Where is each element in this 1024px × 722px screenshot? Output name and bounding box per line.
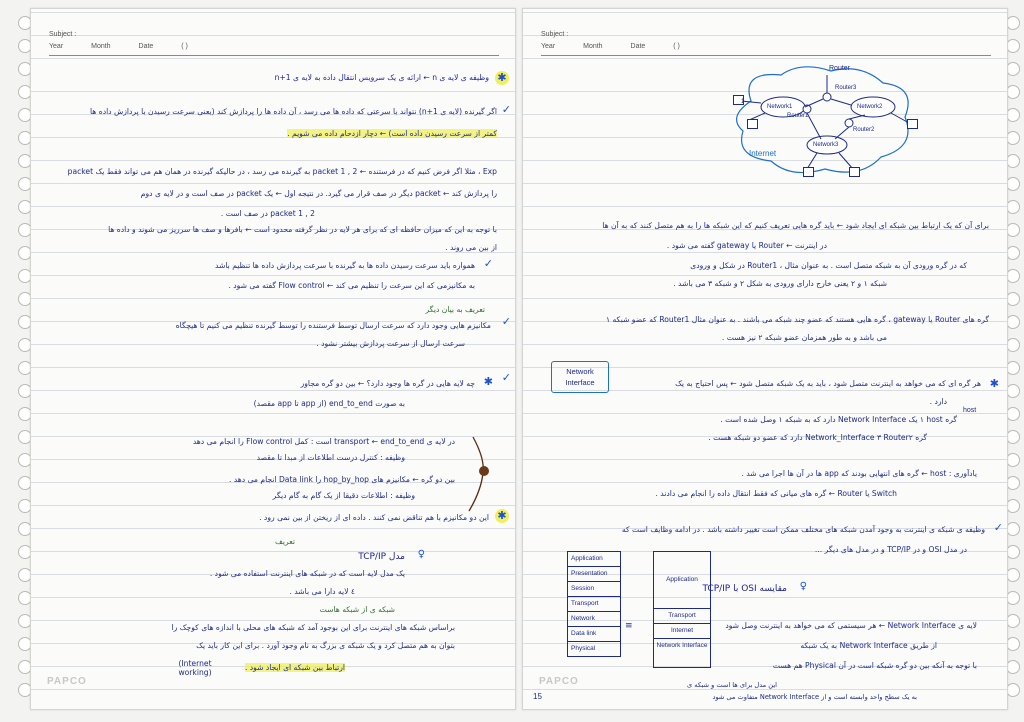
- note-line-26: [245, 663, 345, 672]
- lightbulb-icon: ♀: [799, 581, 807, 592]
- osi-layer: Presentation: [568, 567, 620, 582]
- page-number: 15: [533, 692, 542, 701]
- router3-label: Router3: [835, 85, 857, 91]
- right-line-4: شبکه ١ و ٢ یعنی خارج دارای ورودی به شکل ٢ و شبکه ٣ می باشد .: [673, 279, 887, 288]
- binding-ring-hole: [1006, 545, 1020, 559]
- tcpip-layer: Network Interface: [656, 642, 708, 649]
- note-line-12: سرعت ارسال از سرعت پردازش بیشتر نشود .: [316, 339, 465, 348]
- binding-ring-hole: [1006, 568, 1020, 582]
- year-month-date: [49, 43, 214, 50]
- right-line-10: گره Router٢ ٣ Network_Interface دارد که عضو دو شبکه هست .: [708, 433, 927, 442]
- page-header: [49, 23, 499, 63]
- note-line-15: در لایه ی transport ← end_to_end است : کمل Flow control را انجام می دهد: [192, 437, 455, 446]
- internet-cloud-label: Internet: [749, 149, 777, 158]
- right-line-2: در اینترنت ← Router یا gateway گفته می شود .: [666, 241, 827, 250]
- date-paren: ( ): [673, 43, 680, 50]
- note-line-11: مکانیزم هایی وجود دارد که سرعت ارسال توسط فرستنده را توسط گیرنده تنظیم می کنیم تا هیچگاه: [175, 321, 491, 330]
- binding-ring-hole: [1006, 131, 1020, 145]
- note-line-18: وظیفه : اطلاعات دقیقا از یک گام به گام دیگر: [272, 491, 415, 500]
- binding-ring-hole: [1006, 476, 1020, 490]
- netif-word-1: Network: [566, 367, 594, 376]
- date-label: Date: [138, 43, 154, 50]
- binding-ring-hole: [1006, 361, 1020, 375]
- osi-vs-tcpip-heading: مقایسه OSI با TCP/IP: [702, 584, 787, 594]
- host-computer-icon: [803, 167, 814, 177]
- router-title: Router: [829, 65, 851, 72]
- papco-logo: PAPCO: [539, 676, 579, 687]
- binding-ring-hole: [1006, 108, 1020, 122]
- binding-ring-hole: [1006, 683, 1020, 697]
- note-line-13: چه لایه هایی در گره ها وجود دارد؟ ← بین دو گره مجاور: [300, 379, 475, 388]
- note-line-7: از بین می روند .: [445, 243, 497, 252]
- binding-ring-hole: [1006, 177, 1020, 191]
- right-notebook-page: [522, 8, 1008, 710]
- right-line-14: در مدل OSI و در TCP/IP و در مدل های دیگر ...: [814, 545, 967, 554]
- note-line-9: به مکانیزمی که این سرعت را تنظیم می کند ← Flow control گفته می شود .: [228, 281, 475, 290]
- binding-ring-hole: [1006, 269, 1020, 283]
- binding-ring-hole: [1006, 407, 1020, 421]
- date-label: Date: [630, 43, 646, 50]
- binding-ring-hole: [1006, 62, 1020, 76]
- note-line-16: وظیفه : کنترل درست اطلاعات از مبدا تا مقصد: [256, 453, 405, 462]
- lightbulb-icon: ♀: [417, 549, 425, 560]
- right-line-9: گره host ١ یک Network Interface دارد که به شبکه ١ وصل شده است .: [720, 415, 957, 424]
- binding-ring-hole: [1006, 39, 1020, 53]
- note-line-8: همواره باید سرعت رسیدن داده ها به گیرنده با سرعت پردازش داده ها تنظیم باشد: [215, 261, 475, 270]
- year-month-date: [541, 43, 706, 50]
- header-rule: [49, 55, 499, 56]
- note-line-24: براساس شبکه های اینترنت برای این بوجود آمد که شبکه های محلی با اندازه های کوچک را: [171, 623, 455, 632]
- note-line-10: تعریف به بیان دیگر: [425, 305, 485, 314]
- binding-ring-hole: [1006, 384, 1020, 398]
- right-line-11: یادآوری : host ← گره های انتهایی بودند که app ها در آن ها اجرا می شد .: [741, 469, 977, 478]
- tcpip-layer: Application: [654, 552, 710, 609]
- right-ring-binding: [1006, 16, 1022, 706]
- right-line-16: لایه ی Network Interface ← هر سیستمی که می خواهد به اینترنت وصل شود: [725, 621, 977, 630]
- binding-ring-hole: [1006, 200, 1020, 214]
- note-line-6: با توجه به این که میزان حافظه ای که برای هر لایه در نظر گرفته محدود است ← بافرها و صف ها سرریز می شوند و داده ها: [108, 225, 497, 234]
- note-line-21: یک مدل لایه است که در شبکه های اینترنت استفاده می شود .: [209, 569, 405, 578]
- month-label: Month: [91, 43, 111, 50]
- router1-label: Router1: [787, 113, 809, 119]
- binding-ring-hole: [1006, 154, 1020, 168]
- note-line-3: Exp ، مثلا اگر فرض کنیم که در فرستنده ← packet 1 , 2 به گیرنده می رسد ، در حالیکه گیرنده در همان هم می تواند فقط یک packet: [67, 167, 497, 176]
- binding-ring-hole: [1006, 453, 1020, 467]
- osi-layer: Transport: [568, 597, 620, 612]
- osi-layer: Physical: [571, 645, 596, 652]
- binding-ring-hole: [1006, 292, 1020, 306]
- note-line-1: اگر گیرنده (لایه ی n+1) نتواند با سرعتی که داده ها می رسد ، آن داده ها را پردازش کند (یعنی سرعت رسیدن با پردازش داده ها: [89, 107, 497, 116]
- papco-logo: PAPCO: [47, 676, 87, 687]
- osi-layer: Data link: [568, 627, 620, 642]
- right-line-5: گره های Router یا gateway ، گره هایی هستند که عضو چند شبکه می باشند . به عنوان مثال Router1 که عضو شبکه ١: [605, 315, 989, 324]
- host-small-label: host: [963, 407, 977, 414]
- note-line-5: packet 1 , 2 در صف است .: [220, 209, 315, 218]
- host-computer-icon: [747, 119, 758, 129]
- right-line-20: به یک سطح واحد وابسته است و از Network Interface متفاوت می شود: [712, 693, 917, 701]
- right-line-13: وظیفه ی شبکه ی اینترنت به وجود آمدن شبکه های مختلف ممکن است تغییر داشته باشد . در ادامه وظایف است که: [621, 525, 985, 534]
- binding-ring-hole: [1006, 499, 1020, 513]
- binding-ring-hole: [1006, 660, 1020, 674]
- binding-ring-hole: [1006, 614, 1020, 628]
- osi-layer-stack: [567, 551, 621, 657]
- tcpip-layer-stack: [653, 551, 711, 668]
- month-label: Month: [583, 43, 603, 50]
- internet-working-note: (Internet working): [178, 659, 212, 677]
- binding-ring-hole: [1006, 315, 1020, 329]
- netif-word-2: Interface: [565, 378, 595, 387]
- subject-label: Subject :: [541, 31, 569, 38]
- note-line-19: این دو مکانیزم با هم تناقض نمی کنند . داده ای از ریختن از بین نمی رود .: [259, 513, 489, 522]
- router2-label: Router2: [853, 127, 875, 133]
- right-line-17: از طریق Network Interface به یک شبکه: [800, 641, 937, 650]
- network1-label: Network1: [767, 104, 793, 110]
- binding-ring-hole: [1006, 246, 1020, 260]
- tcpip-layer: Transport: [654, 609, 710, 624]
- page-header: [541, 23, 991, 63]
- right-line-19: این مدل برای ها است و شبکه ی: [687, 681, 777, 689]
- osi-layer: Network: [568, 612, 620, 627]
- highlight-internetworking: ارتباط بین شبکه ای ایجاد شود .: [244, 663, 345, 672]
- host-1-mark: 1: [741, 99, 745, 105]
- binding-ring-hole: [1006, 430, 1020, 444]
- binding-ring-hole: [1006, 522, 1020, 536]
- network3-label: Network3: [813, 142, 839, 148]
- osi-layer: Application: [568, 552, 620, 567]
- left-title-line: وظیفه ی لایه ی n ← ارائه ی یک سرویس انتقال داده به لایه ی n+1: [274, 73, 489, 82]
- equivalence-sign: ≡: [625, 621, 633, 631]
- star-icon: ✱: [483, 375, 493, 388]
- subject-label: Subject :: [49, 31, 77, 38]
- star-icon: ✱: [495, 71, 509, 85]
- network2-label: Network2: [857, 104, 883, 110]
- note-line-14: به صورت end_to_end (از app تا app مقصد): [253, 399, 405, 408]
- check-icon: ✓: [993, 521, 1003, 534]
- right-line-3: که در گره ورودی آن به شبکه متصل است . به عنوان مثال ، Router1 در شکل و ورودی: [690, 261, 967, 270]
- date-paren: ( ): [181, 43, 188, 50]
- network-interface-box: [551, 361, 609, 393]
- note-line-22: ٤ لایه دارا می باشد .: [289, 587, 355, 596]
- note-line-4: را پردازش کند ← packet دیگر در صف قرار می گیرد. در نتیجه اول ← یک packet در صف است و در لایه ی دوم: [140, 189, 497, 198]
- left-notebook-page: [30, 8, 516, 710]
- tcpip-layer: Internet: [654, 624, 710, 639]
- binding-ring-hole: [1006, 85, 1020, 99]
- host-computer-icon: [849, 167, 860, 177]
- note-line-17: بین دو گره ← مکانیزم های hop_by_hop را Data link انجام می دهد .: [228, 475, 455, 484]
- osi-layer: Session: [568, 582, 620, 597]
- year-label: Year: [541, 43, 556, 50]
- bracket-connector: [463, 429, 503, 519]
- header-rule: [541, 55, 991, 56]
- side-note-definition: تعریف: [275, 537, 295, 546]
- host-computer-icon: [907, 119, 918, 129]
- binding-ring-hole: [1006, 591, 1020, 605]
- binding-ring-hole: [1006, 338, 1020, 352]
- router3-circle: [823, 93, 831, 101]
- binding-ring-hole: [1006, 16, 1020, 30]
- right-line-1: برای آن که یک ارتباط بین شبکه ای ایجاد شود ← باید گره هایی تعریف کنیم که این شبکه ها را به هم متصل کنند که به آن ها: [602, 221, 989, 230]
- note-line-25: بتوان به هم متصل کرد و یک شبکه ی بزرگ به نام وجود آورد . برای این کار باید یک: [196, 641, 455, 650]
- right-line-6: می باشد و به طور همزمان عضو شبکه ٢ نیز هست .: [721, 333, 887, 342]
- binding-ring-hole: [1006, 637, 1020, 651]
- tcpip-heading: مدل TCP/IP: [358, 552, 405, 562]
- note-line-23: شبکه ی از شبکه هاست: [319, 605, 395, 614]
- highlight-congestion: کمتر از سرعت رسیدن داده است) ← دچار ازدحام داده می شویم .: [287, 129, 497, 138]
- right-line-18: با توجه به آنکه بین دو گره شبکه است در آن Physical هم هست: [772, 661, 977, 670]
- star-icon: ✱: [495, 509, 509, 523]
- check-icon: ✓: [501, 371, 511, 384]
- check-icon: ✓: [501, 315, 511, 328]
- check-icon: ✓: [501, 103, 511, 116]
- note-line-2: [287, 129, 497, 138]
- router2-circle: [845, 119, 853, 127]
- check-icon: ✓: [483, 257, 493, 270]
- right-line-7: هر گره ای که می خواهد به اینترنت متصل شود ، باید به یک شبکه متصل شود ← پس احتیاج به یک: [675, 379, 981, 388]
- right-line-12: Switch یا Router ← گره های میانی که فقط انتقال داده را انجام می دادند .: [655, 489, 897, 498]
- binding-ring-hole: [1006, 223, 1020, 237]
- right-line-8: دارد .: [929, 397, 947, 406]
- star-icon: ✱: [989, 377, 999, 390]
- year-label: Year: [49, 43, 64, 50]
